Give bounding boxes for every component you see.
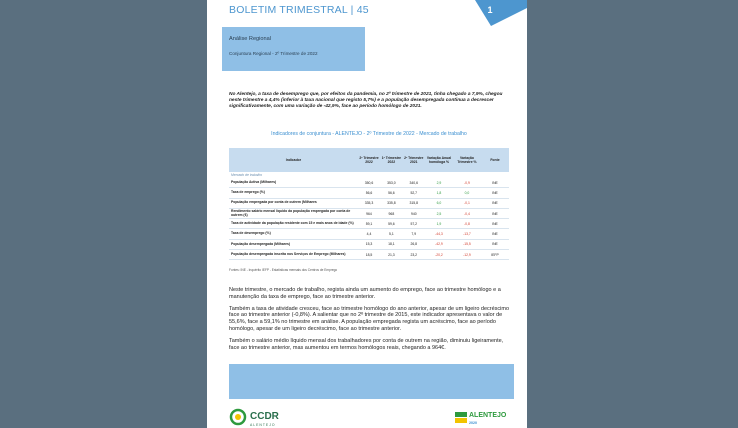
row-source: INE (481, 219, 509, 229)
col-header-source: Fonte (481, 148, 509, 172)
row-indicator-label: População empregada por conta de outrem (Milhares (229, 198, 358, 208)
alentejo-logo-icon (455, 410, 468, 426)
ccdr-logo-icon (229, 408, 249, 426)
row-indicator-label: Rendimento salário mensal líquido da população empregada por conta de outrem (€) (229, 208, 358, 218)
row-value-q1-2022: 18,1 (380, 239, 402, 249)
section-subtitle: Conjuntura Regional - 2º Trimestre de 2022 (229, 51, 318, 56)
table-row (229, 219, 509, 229)
document-page (207, 0, 527, 428)
row-value-q1-2022: 968 (380, 208, 402, 218)
row-value-q2-2022: 335,3 (358, 198, 380, 208)
row-value-q2-2021: 7,9 (403, 229, 425, 239)
row-value-q2-2021: 57,2 (403, 219, 425, 229)
row-value-q2-2021: 315,8 (403, 198, 425, 208)
row-indicator-label: População Activa (Milhares) (229, 178, 358, 188)
section-banner (222, 27, 365, 71)
row-value-q2-2021: 940 (403, 208, 425, 218)
table-row (229, 208, 509, 218)
table-row (229, 239, 509, 249)
row-source: INE (481, 178, 509, 188)
row-value-q2-2021: 23,2 (403, 250, 425, 260)
intro-paragraph: No Alentejo, a taxa de desemprego que, por efeitos da pandemia, no 2º trimestre de 2021, tinha chegado a 7,9%, chegou neste trimestre a 4,4% (inferior à taxa nacional que registo 5,7%) e a população desempregada continua a decrescer significativamente, com uma variação de -42,9%, face ao período homólogo de 2021. (229, 92, 503, 110)
row-value-q2-2021: 52,7 (403, 188, 425, 198)
ccdr-logo-subtext: ALENTEJO (250, 423, 276, 427)
row-value-q1-2022: 353,0 (380, 178, 402, 188)
row-value-q1-2022: 56,6 (380, 188, 402, 198)
ccdr-logo (229, 408, 299, 428)
row-value-q2-2022: 15,3 (358, 239, 380, 249)
table-row (229, 250, 509, 260)
table-row (229, 188, 509, 198)
table-row (229, 178, 509, 188)
row-source: INE (481, 188, 509, 198)
row-source: IEFP (481, 250, 509, 260)
blank-blue-box (229, 364, 514, 399)
col-header-q2-2022: 2º Trimestre 2022 (358, 148, 380, 172)
row-annual-variation: -20,2 (425, 250, 453, 260)
row-source: INE (481, 208, 509, 218)
alentejo-logo-subtext: 2020 (469, 421, 477, 425)
row-quarter-variation: -12,9 (453, 250, 481, 260)
row-value-q2-2022: 964 (358, 208, 380, 218)
row-quarter-variation: -0,4 (453, 208, 481, 218)
row-indicator-label: Taxa de emprego (%) (229, 188, 358, 198)
table-sources: Fontes: INE - Inquérito IEFP - Estatísticas mensais dos Centros de Emprego (229, 268, 338, 272)
row-annual-variation: 2,9 (425, 178, 453, 188)
row-quarter-variation: -13,7 (453, 229, 481, 239)
body-paragraph: Também a taxa de atividade cresceu, face ao trimestre homólogo do ano anterior, apesar de um ligeiro decréscimo face ao trimestre anterior (-0,8%). A salientar que no 2º trimestre de 2015, este indicador apresentava o valor de 55,6%, face a 59,1% no trimestre em análise. A população empregada regista um acréscimo, face ao período homólogo, apesar de um ligeiro decréscimo, face ao trimestre anterior. (229, 305, 510, 332)
row-value-q1-2022: 335,8 (380, 198, 402, 208)
row-value-q1-2022: 21,3 (380, 250, 402, 260)
body-text (229, 287, 512, 356)
body-paragraph: Neste trimestre, o mercado de trabalho, regista ainda um aumento do emprego, face ao trimestre homólogo e a manutenção da taxa de emprego, face ao trimestre anterior. (229, 287, 501, 300)
row-value-q2-2022: 350,6 (358, 178, 380, 188)
table-row (229, 229, 509, 239)
row-source: INE (481, 229, 509, 239)
row-value-q2-2021: 26,8 (403, 239, 425, 249)
row-quarter-variation: -15,5 (453, 239, 481, 249)
page-number: 1 (487, 5, 493, 15)
row-quarter-variation: -0,9 (453, 178, 481, 188)
row-value-q1-2022: 59,6 (380, 219, 402, 229)
indicators-table (229, 148, 509, 260)
row-source: INE (481, 239, 509, 249)
row-quarter-variation: 0,0 (453, 188, 481, 198)
row-source: INE (481, 198, 509, 208)
row-value-q1-2022: 5,1 (380, 229, 402, 239)
alentejo-2020-logo (455, 410, 515, 428)
row-annual-variation: 6,0 (425, 198, 453, 208)
alentejo-logo-text: ALENTEJO (469, 412, 507, 419)
row-annual-variation: 1,8 (425, 188, 453, 198)
row-value-q2-2022: 18,5 (358, 250, 380, 260)
row-indicator-label: Taxa de desemprego (%) (229, 229, 358, 239)
row-value-q2-2022: 59,1 (358, 219, 380, 229)
row-indicator-label: População desempregada (Milhares) (229, 239, 358, 249)
col-header-annual-variation: Variação Anual homóloga % (425, 148, 453, 172)
ccdr-logo-text: CCDR (250, 411, 279, 422)
table-row (229, 198, 509, 208)
table-header-row (229, 148, 509, 172)
row-value-q2-2022: 56,6 (358, 188, 380, 198)
row-annual-variation: -44,3 (425, 229, 453, 239)
section-title: Análise Regional (229, 36, 271, 42)
row-indicator-label: Taxa de actividade da população residente com 15 e mais anos de idade (%) (229, 219, 358, 229)
row-quarter-variation: -0,1 (453, 198, 481, 208)
group-label: Mercado de trabalho (231, 173, 263, 177)
row-indicator-label: População desempregada inscrita nos Serviços de Emprego (Milhares) (229, 250, 358, 260)
row-annual-variation: 1,9 (425, 219, 453, 229)
row-annual-variation: -42,9 (425, 239, 453, 249)
col-header-quarter-variation: Variação Trimestre % (453, 148, 481, 172)
table-title: Indicadores de conjuntura - ALENTEJO - 2º Trimestre de 2022 - Mercado de trabalho (271, 131, 467, 137)
col-header-indicator: Indicador (229, 148, 358, 172)
row-annual-variation: 2,5 (425, 208, 453, 218)
body-paragraph: Também o salário médio líquido mensal dos trabalhadores por conta de outrem na região, diminuiu ligeiramente, face ao trimestre anterior, mas aumentou em termos homólogos reais, chegando a 964€. (229, 337, 504, 351)
row-value-q2-2021: 340,6 (403, 178, 425, 188)
col-header-q1-2022: 1º Trimestre 2022 (380, 148, 402, 172)
col-header-q2-2021: 2º Trimestre 2021 (403, 148, 425, 172)
row-quarter-variation: -0,8 (453, 219, 481, 229)
bulletin-title: BOLETIM TRIMESTRAL | 45 (229, 4, 369, 16)
row-value-q2-2022: 4,4 (358, 229, 380, 239)
